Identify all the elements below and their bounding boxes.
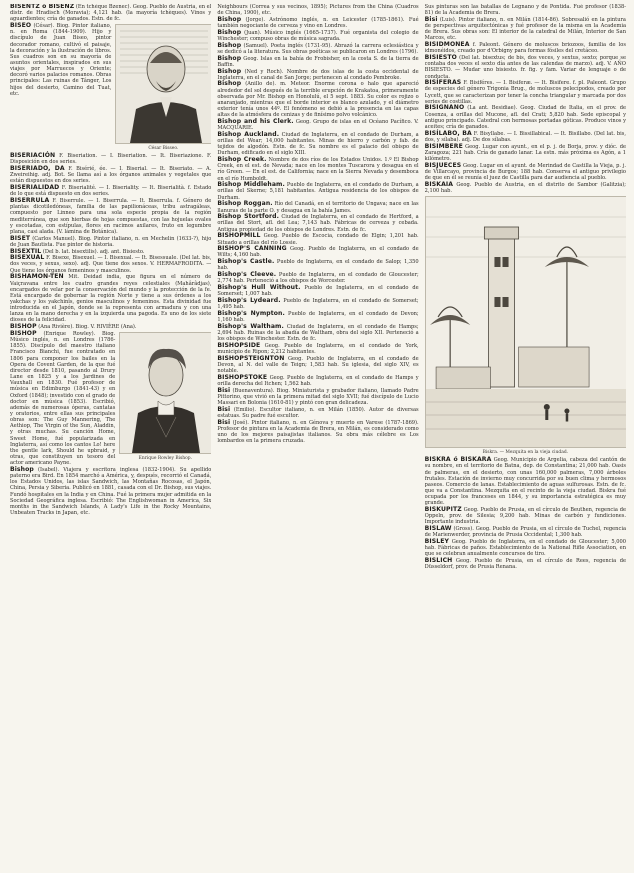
definition: Río del Canadá, en el territorio de Ungava; nace en las llanuras de la parte O. y desagua en la bahía James. bbox=[217, 201, 419, 214]
entry bbox=[217, 119, 418, 131]
definition: (Gross). Geog. Pueblo de Prusia, en el círculo de Tuchel, regencia de Marienwerder, provincia de Prusia Occidental; 1,300 hab. bbox=[424, 526, 626, 539]
definition: F. Biseriation. — I. Biseriation. — It. Biseriazione. F. Disposición en dos series. bbox=[10, 153, 212, 166]
definition: f. Paleont. Género de moluscos briozoos, familia de los idmonéidos, creado por d'Orbigny para formas fósiles del cretáceo. bbox=[424, 42, 626, 55]
entry bbox=[425, 539, 626, 557]
headword: BISERIALIDAD bbox=[10, 184, 60, 192]
definition: Ciudad de Inglaterra, en el condado de Durham, a orillas del Wear; 14,000 habitantes. Minas de hierro y carbón y fab. de tejidos de algodón. Estn. de fc. Su nombre es el palacio del obispo de Durham, edificado en el siglo XIII. bbox=[217, 131, 419, 157]
headword: Bishop bbox=[217, 41, 242, 49]
headword: BISHOP bbox=[10, 329, 37, 337]
definition: Mit. Deidad india, que figura en el número de Vaiçravana entre los cuatro grandes reyes celestiales (Mahârâdjas), encargados de velar por la conservación del mundo y la protección de la fe. Está encargado de gobernar la región Norte y tiene a sus órdenes a los yakchas y los yakchinîs, genios masculinos y femeninos. Esta divinidad fue introducida en el Japón, donde se la representa con armadura y con una lanza en la mano derecha y en la izquierda una pagoda. Es uno de los siete dioses de la felicidad. bbox=[10, 274, 212, 324]
entry bbox=[425, 17, 626, 42]
definition: Geog. Lugar con ayunt., en el p. j. de Borja, prov. y dióc. de Zaragoza; 221 hab. Cría de ganado lanar. La estn. más próxima es Agón, a 1 kilómetro. bbox=[424, 143, 626, 162]
headword: BISEXTIL bbox=[10, 247, 42, 255]
definition: (La ant. Besidiae). Geog. Ciudad de Italia, en el prov. de Cosenza, a orillas del Mucone, afl. del Crati; 5,820 hab. Sede episcopal y antiguo principado. Catedral con hermosas portadas góticas. Produce vinos y aceites; cría de ganados. bbox=[424, 105, 626, 130]
entry bbox=[217, 69, 418, 81]
definition: Geog. Islas en la bahía de Frobisher, en la costa S. de la tierra de Baffin. bbox=[217, 55, 419, 68]
biseo-portrait-image bbox=[115, 24, 211, 144]
headword: BISHOPSTEIGNTON bbox=[217, 354, 285, 362]
headword: BISHOPSTOKE bbox=[217, 373, 268, 381]
headword: Bishop Auckland. bbox=[217, 130, 280, 138]
headword: BISHOPMILL bbox=[217, 232, 261, 240]
entry bbox=[217, 43, 418, 55]
entry bbox=[425, 105, 626, 130]
definition: Nombre de dos ríos de los Estados Unidos. 1.º El Bishop Creek, en el est. de Nevada; nace en los montes Tuscarora y desagua en el río Green. — En el est. de California; nace en la Sierra Nevada y desemboca en el río Humboldt. bbox=[217, 157, 419, 182]
entry bbox=[217, 30, 418, 42]
entry bbox=[217, 343, 418, 355]
headword: BISÍLABO, BA bbox=[424, 129, 472, 137]
entry bbox=[10, 166, 211, 184]
entry bbox=[217, 56, 418, 68]
headword: BISERIACIÓN bbox=[10, 152, 56, 160]
column-3 bbox=[425, 4, 626, 869]
definition: (Carlos Manuel). Biog. Pintor italiano, n. en Mechelin (1633-?), hijo de Juan Bautista. Fue pintor de historia. bbox=[10, 235, 212, 248]
headword: Bishop bbox=[217, 54, 242, 62]
biskra-illustration-figure bbox=[425, 196, 626, 455]
definition: Geog. Pueblo de Escocia, condado de Elgin; 1,201 hab. Situado a orillas del río Lossie. bbox=[217, 233, 419, 246]
entry bbox=[217, 311, 418, 323]
definition: (Jorge). Astrónomo inglés, n. en Leicester (1785-1861). Fué también negociante de cerveza y vino en Londres. bbox=[217, 16, 419, 30]
headword: Bishop's Waltham. bbox=[217, 322, 284, 330]
definition: Ciudad de Inglaterra, en el condado de Hertford, a orillas del Stort, afl. del Lea; 7,143 hab. Fábricas de cerveza y cebada. Antigua propiedad de los obispos de Londres. Estn. de fc. bbox=[217, 214, 419, 233]
headword: BISHOPSIDE bbox=[217, 341, 261, 349]
definition: (Ana Rivière). Biog. V. RIVIÈRE (Ana). bbox=[38, 324, 137, 331]
bishop-caption: Enrique Rowley Bishop. bbox=[138, 456, 192, 462]
definition: Geog. Pueblo de Inglaterra, en el condado de Wilts; 4,160 hab. bbox=[217, 246, 419, 259]
definition: Geog. Pueblo de Inglaterra, en el condado de York, municipio de Ripon; 2,212 habitantes. bbox=[217, 342, 419, 355]
definition: F. Biserialité. — I. Biseriality. — It. Biserialità. f. Estado de lo que está dispuesto en dos series. bbox=[10, 185, 212, 198]
entry bbox=[217, 298, 418, 310]
entry bbox=[10, 274, 211, 323]
definition: (Enrique Rowley). Biog. Músico inglés, n. en Londres (1786-1855). Discípulo del maestro italiano Francisco Bianchi, fue contratado en 1806 para componer los bailes en la Opera de Covent Garden, de la que fué director desde 1810, pasando al Drury Lane en 1825 y a los Jardines de Vauxhall en 1830. Fué profesor de música en Edimburgo (1841-43) y en Oxford (1848); investido con el grado de doctor en música (1853). Escribió, además de numerosas óperas, cantatas y oratorios, entre ellas sus principales obras son: The Guy Mannering, The Aethiop, The Virgin of the Sun, Aladdin, y otras muchas. Su canción Home, Sweet Home, fué popularizada en Inglaterra, así como los cantos Lo! here the gentle lark, Should he upbraid, y otras, que constituyen un tesoro del actor americano Payne. bbox=[10, 330, 116, 467]
definition: Geog. Grupo de islas en el Océano Pacífico. V. MACQUARIE. bbox=[217, 118, 419, 132]
entry bbox=[217, 233, 418, 245]
entry bbox=[425, 80, 626, 105]
headword: Bishop and his Clerk. bbox=[217, 117, 294, 125]
headword: BISIESTO bbox=[424, 54, 457, 62]
headword: Bishop bbox=[217, 28, 242, 36]
headword: BISLAW bbox=[424, 525, 452, 533]
column-1 bbox=[10, 4, 211, 869]
headword: BISEO bbox=[10, 22, 32, 30]
headword: BISKRA ó BISKARA bbox=[424, 456, 492, 464]
definition: Pueblo de Inglaterra, en el condado de Somerset; 1,495 hab. bbox=[217, 297, 419, 311]
entry bbox=[425, 144, 626, 162]
definition: Geog. Pueblo de Inglaterra, en el condado de Gloucester; 5,000 hab. Fábricas de paños. Establecimiento de la National Rifle Association, en que se celebran anualmente concursos de tiro. bbox=[424, 539, 626, 558]
headword: Bisi bbox=[217, 418, 231, 426]
entry bbox=[10, 153, 211, 165]
definition: (Juan). Músico inglés (1665-1737). Fué organista del colegio de Winchester; compuso obras de música sagrada. bbox=[217, 29, 419, 42]
definition: (César). Biog. Pintor italiano, n. en Roma (1844-1909). Hijo y discípulo de Juan Biseo, pintor decorador romano, cultivó el paisaje, la decoración y la ilustración de libros. Sus cuadros son en su mayoría de asuntos orientales, inspirados en sus viajes por Marruecos y Oriente; decoró varios palacios romanos. Obras principales: Las ruinas de Tánger, Los hijos del desierto, Camino del Tuat, etc. bbox=[10, 23, 112, 97]
entry bbox=[217, 214, 418, 232]
entry bbox=[10, 185, 211, 197]
definition: Neighbours (Correa y sus vecinos, 1895); Pictures from the China (Cuadros de China, 1900), etc. bbox=[217, 4, 419, 17]
entry bbox=[10, 236, 211, 248]
headword: BISIMBERE bbox=[424, 142, 463, 150]
entry bbox=[217, 81, 418, 118]
entry bbox=[217, 388, 418, 406]
headword: Bishop Creek. bbox=[217, 156, 267, 164]
headword: Bishop bbox=[217, 67, 242, 75]
headword: Bishop bbox=[217, 15, 242, 23]
headword: Bishop Stortford. bbox=[217, 213, 280, 221]
entry bbox=[217, 259, 418, 271]
entry bbox=[217, 375, 418, 387]
entry bbox=[217, 285, 418, 297]
definition: (Buenaventura). Biog. Miniaturista y grabador italiano, llamado Padre Pittorino, que vivió en la primera mitad del siglo XVII; fué discípulo de Lucio Massari en Bolonia (1610-81) y pintó con gran delicadeza. bbox=[217, 387, 419, 406]
definition: Pueblo de Inglaterra, en el condado de Devon; 1,160 hab. bbox=[217, 310, 419, 323]
entry bbox=[217, 157, 418, 182]
entry bbox=[217, 420, 418, 445]
entry bbox=[425, 131, 626, 143]
entry bbox=[217, 132, 418, 157]
definition: F. Bisiféres. — I. Bisiferæ. — It. Bisifere. f. pl. Paleont. Grupo de especies del género Trigonia Brug., de moluscos pelecípodos, creado por Lycett, que se caracterizan por tener la concha triangular y marcada por dos series de costillas. bbox=[424, 80, 626, 105]
headword: BISLEY bbox=[424, 538, 450, 545]
headword: Bishop bbox=[217, 80, 242, 88]
entry bbox=[10, 4, 211, 22]
entry bbox=[10, 467, 211, 516]
definition: Ciudad de Inglaterra, en el condado de Hamps; 2,694 hab. Ruinas de la abadía de Waltham, obra del siglo XII. Perteneció a los obispos de Winchester. Estn. de fc. bbox=[217, 323, 419, 342]
definition: Geog. Pueblo de Austria, en el distrito de Sambor (Galitzia); 2,100 hab. bbox=[424, 181, 626, 194]
entry bbox=[425, 182, 626, 194]
headword: BISLICH bbox=[424, 557, 453, 565]
entry bbox=[425, 163, 626, 181]
entry bbox=[425, 457, 626, 506]
biseo-caption: César Bisseo. bbox=[148, 146, 179, 152]
entry bbox=[217, 246, 418, 258]
definition: F. Bisérié, ée. — I. Biserial. — It. Biseriato. — A. Zweireihig. adj. Bot. Se llama así a los órganos animales y vegetales que están dispuestos en dos series. bbox=[10, 166, 212, 185]
entry bbox=[10, 198, 211, 235]
entry bbox=[217, 324, 418, 342]
definition: (Isabel). Viajera y escritora inglesa (1832-1904). Su apellido paterno era Bird. En 1854 marchó a América, y, después, recorrió el Canadá, los Estados Unidos, las islas Sandwich, las Montañas Rocosas, el Japón, China, Persia y Siberia. Publicó en 1881, casada con el Dr. Bishop, sus viajes. Fundó hospitales en la India y en China. Fué la primera mujer admitida en la Sociedad Geográfica inglesa. Escribió: The Englishwoman in America, Six months in the Sandwich Islands, A Lady's Life in the Rocky Mountains, Unbeaten Tracks in Japan, etc. bbox=[10, 466, 212, 517]
headword: Bishop's Nympton. bbox=[217, 309, 285, 317]
definition: (Del b. lat. bisextilis). adj. ant. Bisiesto. bbox=[42, 248, 145, 255]
definition: (Luis). Pintor italiano, n. en Milán (1814-86). Sobresalió en la pintura de perspectivas arquitectónicas y fué profesor de la misma en la Academia de Brera. Sus obras son: El interior de la catedral de Milán, Interior de San Marcos, etc. bbox=[424, 16, 626, 42]
headword: BISIGNANO bbox=[424, 104, 465, 112]
entry bbox=[10, 255, 211, 273]
definition: Pueblo de Inglaterra, en el condado de Durham, a orillas del Skerne; 5,181 habitantes. Antigua residencia de los obispos de Durham. bbox=[217, 182, 419, 201]
definition: Geog. Pueblo de Prusia, en el círculo de Beuthen, regencia de Oppeln, prov. de Silesia; 9,200 hab. Minas de carbón y fundiciones. Importante industria. bbox=[424, 507, 626, 526]
entry bbox=[425, 507, 626, 525]
headword: BISHAMON-TEN bbox=[10, 273, 64, 281]
entry bbox=[217, 4, 418, 16]
definition: (Anillo de). m. Meteor. Enorme corona o halo que apareció alrededor del sol después de la terrible erupción de Krakatoa, primeramente observada por Mr. Bishop en Honolulú, el 5 sept. 1883. Su color es rojizo o anaranjado, mientras que el borde interior es blanco azulado, y el diámetro exterior tenía unos 44º. El fenómeno se debió a la presencia en las capas altas de la atmósfera de cenizas y de finísimo polvo volcánico. bbox=[217, 81, 419, 119]
column-2 bbox=[217, 4, 418, 869]
headword: Bishop's Hull Without. bbox=[217, 283, 301, 291]
biskra-caption: Biskra. — Mezquita en la vieja ciudad. bbox=[482, 450, 569, 456]
entry bbox=[425, 55, 626, 80]
definition: (Samuel). Poeta inglés (1731-95). Abrazó la carrera eclesiástica y se dedicó a la literatura. Sus obras poéticas se publicaron en Londres (1796). bbox=[217, 42, 419, 55]
definition: Sus pinturas son las batallas de Legnano y de Pontida. Fué profesor (1838-81) de la Academia de Brera. bbox=[424, 4, 626, 17]
headword: BISKUPITZ bbox=[424, 506, 462, 514]
headword: Bisi bbox=[217, 386, 231, 394]
definition: (Ned y Roch). Nombre de dos islas de la costa occidental de Inglaterra, en el canal de San Jorge; pertenecen al condado Pembroke. bbox=[217, 68, 419, 81]
headword: BISHOP bbox=[10, 323, 37, 331]
entry bbox=[425, 4, 626, 16]
definition: F. Biserrule. — I. Biserrula. — It. Biserrula. f. Género de plantas dicotiledóneas, familia de las papilionáceas, tribu astragáleas, compuesto por Linneo para una sola especie propia de la región mediterránea, que son hierbas de hojas compuestas, con las hojuelas ovales y escotadas, con estípulas, flores en racimos axilares, fruto en legumbre plana, casi alada. (V. lámina de Botánica). bbox=[10, 198, 212, 235]
definition: Pueblo de Inglaterra, en el condado de Salop; 1,350 hab. bbox=[217, 259, 419, 272]
definition: Pueblo de Inglaterra, en el condado de Somerset; 1,007 hab. bbox=[217, 284, 419, 298]
headword: BISET bbox=[10, 234, 31, 242]
headword: Bishop Roggan. bbox=[217, 200, 273, 208]
entry bbox=[217, 272, 418, 284]
headword: BISENTZ ó BISENZ bbox=[10, 4, 75, 10]
entry bbox=[217, 182, 418, 200]
entry bbox=[425, 558, 626, 570]
bishop-portrait-figure bbox=[119, 332, 211, 461]
biskra-mosque-image bbox=[425, 196, 626, 448]
definition: F. Bisexe, Bisexuel. — I. Bisexual. — It. Bisessuale. (Del lat. bis, dos veces, y sexus, sexo). adj. Que tiene dos sexos. V. HERMAFRODITA. — Que tiene los órganos femeninos y masculinos. bbox=[10, 255, 212, 274]
definition: Geog. Pueblo de Inglaterra, en el condado de Hamps y orilla derecha del Itchen; 1,562 hab. bbox=[217, 374, 419, 387]
headword: Bisi bbox=[217, 405, 231, 413]
headword: Bishop bbox=[10, 465, 34, 473]
definition: Geog. Pueblo de Prusia, en el círculo de Rees, regencia de Düsseldorf, prov. de Prusia Renana. bbox=[424, 558, 626, 571]
entry bbox=[217, 201, 418, 213]
definition: Geog. Lugar en el ayunt. de Merindad de Castilla la Vieja, p. j. de Villarcayo, provincia de Burgos; 188 hab. Conserva el antiguo privilegio de que en él se reunía el juez de Castilla para dar audiencia al pueblo. bbox=[424, 162, 626, 181]
definition: Geog. Municipio de Argelia, cabeza del cantón de su nombre, en el territorio de Batna, dep. de Constantina; 21,000 hab. Oasis de palmeras, en el desierto, con unas 160,000 palmeras, 7,000 árboles frutales. Estación de invierno muy concurrida por su buen clima y hermosos paseos. Comercio de lanas. Establecimiento de aguas sulfurosas. Estn. de fc. que va a Constantina. Mezquita en el recinto de la vieja ciudad. Biskra fué ocupada por los franceses en 1844, y su importancia estratégica es muy grande. bbox=[424, 457, 626, 507]
headword: BISJUECES bbox=[424, 161, 462, 169]
entry bbox=[425, 42, 626, 54]
entry bbox=[217, 407, 418, 419]
definition: (José). Pintor italiano, n. en Génova y muerto en Varese (1787-1869). Profesor de pintura en la Academia de Brera, en Milán, es considerado como uno de los mejores paisajistas italianos. Su obra más célebre es Los lombardos en la primera cruzada. bbox=[217, 419, 419, 445]
entry bbox=[10, 324, 211, 330]
headword: BISEXUAL bbox=[10, 254, 45, 262]
headword: Bishop's Lydeard. bbox=[217, 296, 281, 304]
headword: Bishop Middleham. bbox=[217, 181, 285, 189]
biseo-portrait-figure bbox=[115, 24, 211, 151]
entry bbox=[425, 526, 626, 538]
headword: BISERIADO, DA bbox=[10, 165, 65, 173]
headword: Bishop's Cleeve. bbox=[217, 271, 277, 279]
definition: F. Bisyllabe. — I. Bissillabical. — It. Bisillabo. (Del lat. bis, dos, y sílaba). adj. De dos sílabas. bbox=[424, 130, 626, 143]
definition: (Del lat. bisextus; de bis, dos veces, y sextus, sexto; porque se contaba dos veces el sexto día antes de las calendas de marzo). adj. V. AÑO BISIESTO. — Mudar uno bisiesto. fr. fig. y fam. Variar de lenguaje o de conducta. bbox=[424, 55, 626, 80]
definition: (Emilio). Escultor italiano, n. en Milán (1850). Autor de diversas estatuas. Su padre fué escultor. bbox=[217, 406, 419, 419]
definition: (En tchèque Bzenec). Geog. Pueblo de Austria, en el distr. de Hradisch (Moravia); 4,121 hab. (la mayoría tchèques). Vinos y aguardientes; cría de ganados. Estn. de fc. bbox=[10, 4, 212, 23]
headword: BISIDMONEA bbox=[424, 41, 470, 49]
headword: BISERRULA bbox=[10, 197, 50, 205]
headword: BISKAIA bbox=[424, 180, 454, 188]
entry bbox=[217, 356, 418, 374]
headword: BISHOP'S CANNING bbox=[217, 245, 287, 253]
headword: Bishop's Castle. bbox=[217, 258, 275, 266]
definition: Geog. Pueblo de Inglaterra, en el condado de Devon, al N. del valle de Teign; 1,583 hab. Su iglesia, del siglo XIV, es notable. bbox=[217, 355, 419, 374]
columns bbox=[10, 4, 626, 869]
headword: Bisi bbox=[424, 15, 438, 23]
bishop-portrait-image bbox=[119, 332, 211, 454]
entry bbox=[217, 17, 418, 29]
headword: BISÍFERAS bbox=[424, 79, 462, 87]
definition: Pueblo de Inglaterra, en el condado de Gloucester; 2,774 hab. Perteneció a los obispos de Worcester. bbox=[217, 272, 419, 285]
